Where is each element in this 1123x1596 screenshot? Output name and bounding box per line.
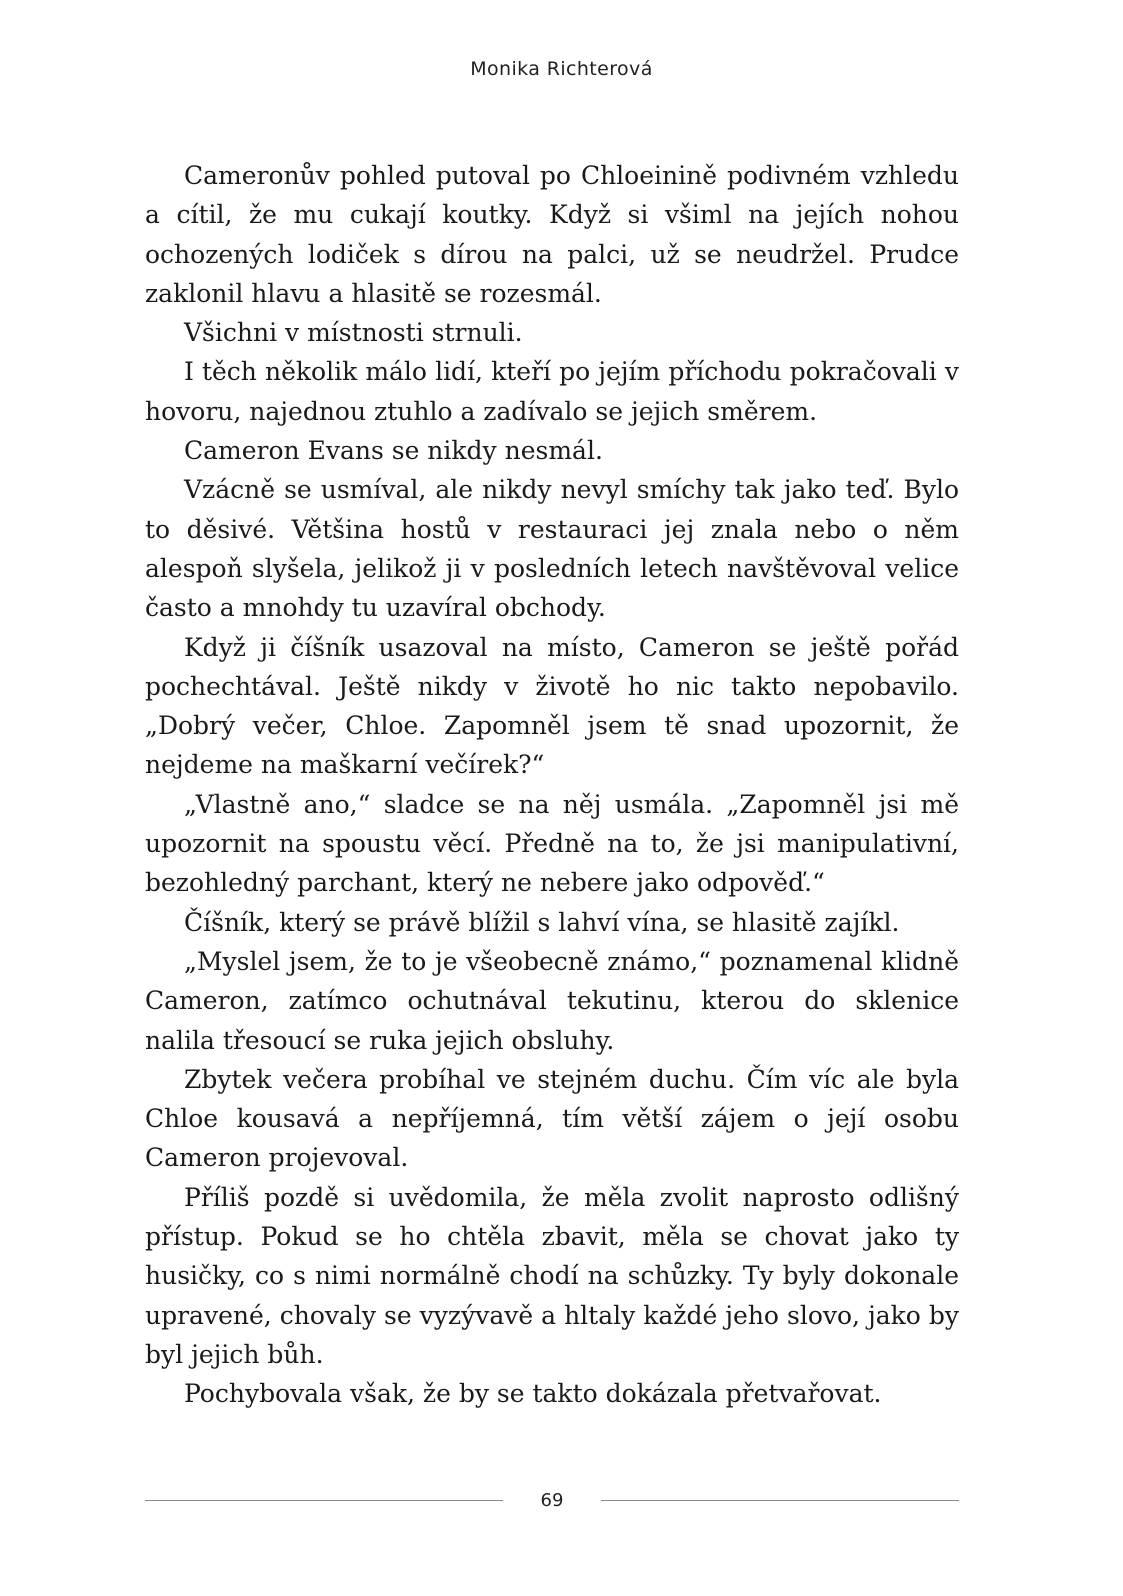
- page-footer: [145, 1488, 959, 1512]
- paragraph: Zbytek večera probíhal ve stejném duchu. Čím víc ale byla Chloe kousavá a nepříjemná, tím větší zájem o její osobu Cameron projevoval.: [145, 1064, 959, 1173]
- body-text: [145, 156, 959, 1414]
- page-number: 69: [540, 1489, 564, 1511]
- footer-rule-right: [601, 1500, 959, 1501]
- paragraph: Vzácně se usmíval, ale nikdy nevyl smíchy tak jako teď. Bylo to děsivé. Většina hostů v restauraci jej znala nebo o něm alespoň slyšela, jelikož ji v posledních letech navštěvoval velice často a mnohdy tu uzavíral obchody.: [145, 475, 959, 623]
- running-head-author: Monika Richterová: [470, 58, 653, 80]
- paragraph: Když ji číšník usazoval na místo, Cameron se ještě pořád pochechtával. Ještě nikdy v životě ho nic takto nepobavilo. „Dobrý večer, Chloe. Zapomněl jsem tě snad upozornit, že nejdeme na maškarní večírek?“: [145, 632, 959, 780]
- footer-rule-left: [145, 1500, 503, 1501]
- paragraph: Pochybovala však, že by se takto dokázala přetvařovat.: [184, 1379, 882, 1409]
- paragraph: „Myslel jsem, že to je všeobecně známo,“ poznamenal klidně Cameron, zatímco ochutnával tekutinu, kterou do sklenice nalila třesoucí se ruka jejich obsluhy.: [145, 946, 959, 1055]
- paragraph: „Vlastně ano,“ sladce se na něj usmála. „Zapomněl jsi mě upozornit na spoustu věcí. Předně na to, že jsi manipulativní, bezohledný parchant, který ne nebere jako odpověď.“: [145, 789, 959, 898]
- paragraph: I těch několik málo lidí, kteří po jejím příchodu pokračovali v hovoru, najednou ztuhlo a zadívalo se jejich směrem.: [145, 357, 959, 426]
- paragraph: Číšník, který se právě blížil s lahví vína, se hlasitě zajíkl.: [184, 907, 900, 937]
- paragraph: Všichni v místnosti strnuli.: [184, 318, 523, 348]
- paragraph: Cameron Evans se nikdy nesmál.: [184, 436, 603, 466]
- paragraph: Cameronův pohled putoval po Chloeinině podivném vzhledu a cítil, že mu cukají koutky. Když si všiml na jejích nohou ochozených lodiček s dírou na palci, už se neudržel. Prudce zaklonil hlavu a hlasitě se rozesmál.: [145, 161, 959, 308]
- paragraph: Příliš pozdě si uvědomila, že měla zvolit naprosto odlišný přístup. Pokud se ho chtěla zbavit, měla se chovat jako ty husičky, co s nimi normálně chodí na schůzky. Ty byly dokonale upravené, chovaly se vyzývavě a hltaly každé jeho slovo, jako by byl jejich bůh.: [145, 1182, 959, 1369]
